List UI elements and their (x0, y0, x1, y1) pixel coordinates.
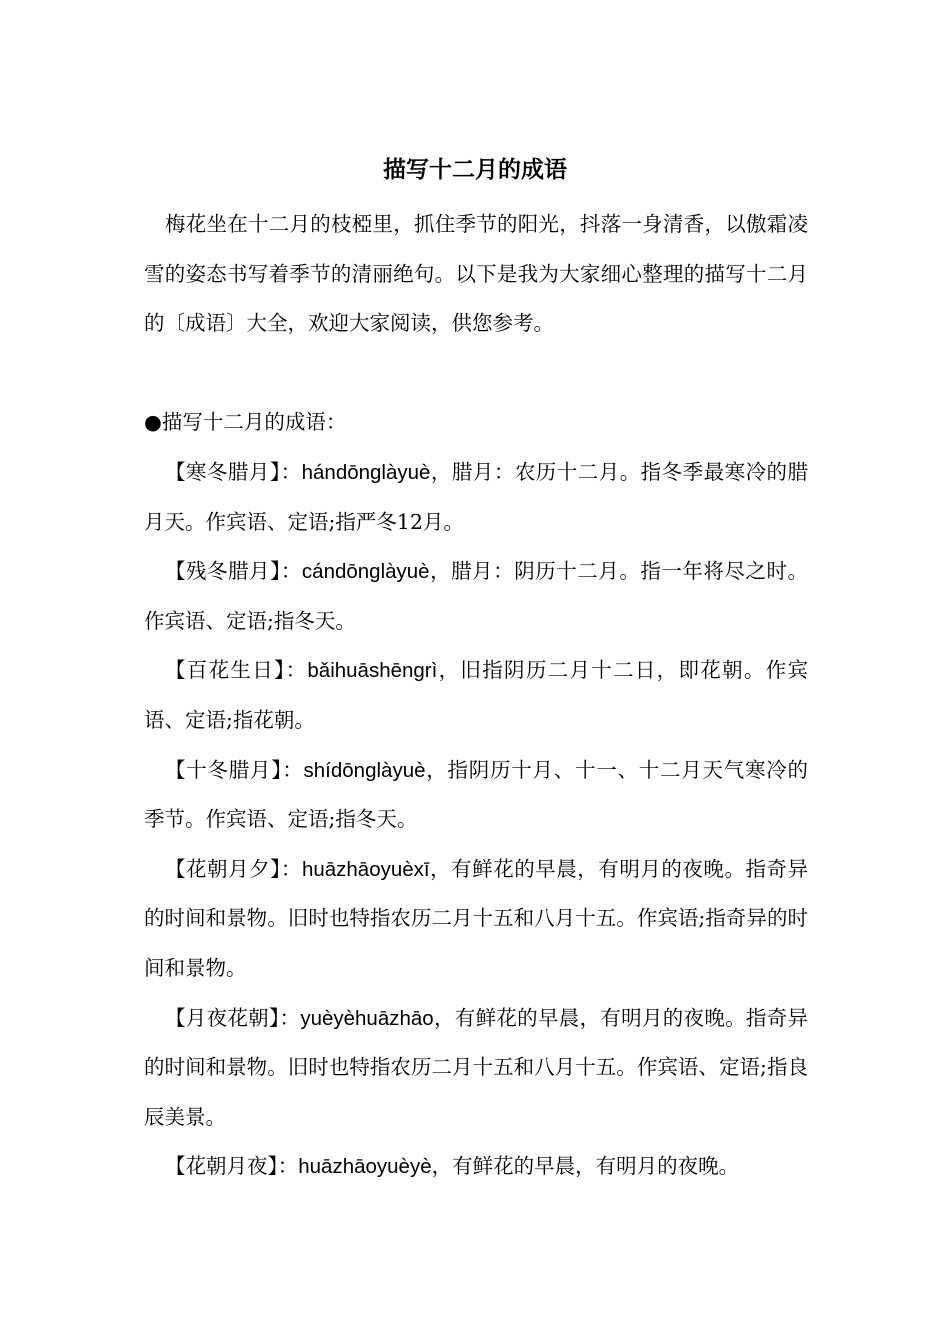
idiom-pinyin: bǎihuāshēngrì (307, 659, 438, 683)
idiom-definition: ，有鲜花的早晨，有明月的夜晚。指奇异的时间和景物。旧时也特指农历二月十五和八月十五。作宾语;指奇异的时间和景物。 (144, 856, 809, 980)
idiom-colon: ： (279, 1005, 301, 1030)
document-title: 描写十二月的成语 (383, 156, 567, 183)
idiom-colon: ： (280, 459, 302, 484)
section-heading: ●描写十二月的成语： (144, 410, 347, 435)
idiom-entry (144, 994, 808, 1143)
idiom-pinyin: huāzhāoyuèyè (298, 1155, 432, 1179)
idiom-term: 【花朝月夕】 (165, 856, 281, 881)
idiom-entry (144, 1142, 808, 1192)
idiom-term: 【月夜花朝】 (165, 1005, 280, 1030)
document-body (144, 200, 808, 1192)
idiom-definition: ，腊月：农历十二月。指冬季最寒冷的腊月天。作宾语、定语;指严冬12月。 (144, 459, 809, 534)
idiom-definition: ，有鲜花的早晨，有明月的夜晚。指奇异的时间和景物。旧时也特指农历二月十五和八月十五。作宾语、定语;指良辰美景。 (144, 1005, 809, 1129)
idiom-pinyin: shídōnglàyuè (303, 758, 426, 782)
idiom-term: 【花朝月夜】 (165, 1154, 278, 1179)
idiom-term: 【寒冬腊月】 (165, 459, 281, 484)
intro-paragraph: 梅花坐在十二月的枝椏里，抓住季节的阳光，抖落一身清香，以傲霜凌雪的姿态书写着季节的清丽绝句。以下是我为大家细心整理的描写十二月的〔成语〕大全，欢迎大家阅读，供您参考。 (144, 212, 808, 336)
idiom-term: 【十冬腊月】 (165, 757, 283, 782)
idiom-term: 【百花生日】 (165, 658, 286, 683)
idiom-colon: ： (282, 757, 304, 782)
idiom-colon: ： (277, 1154, 299, 1179)
idiom-pinyin: hándōnglàyuè (301, 460, 431, 484)
idiom-entry (144, 448, 808, 547)
idiom-entry (144, 547, 808, 646)
paragraph-spacer (144, 349, 808, 399)
idiom-definition: ，指阴历十月、十一、十二月天气寒冷的季节。作宾语、定语;指冬天。 (144, 757, 809, 832)
idiom-colon: ： (280, 856, 302, 881)
idiom-entry (144, 646, 808, 745)
idiom-term: 【残冬腊月】 (165, 559, 281, 584)
idiom-definition: ，有鲜花的早晨，有明月的夜晚。 (431, 1154, 740, 1179)
idiom-pinyin: cándōnglàyuè (301, 560, 430, 584)
idiom-pinyin: huāzhāoyuèxī (301, 857, 430, 881)
idiom-pinyin: yuèyèhuāzhāo (300, 1006, 434, 1030)
idiom-entry (144, 746, 808, 845)
idiom-colon: ： (285, 658, 308, 683)
idiom-colon: ： (280, 559, 302, 584)
idiom-definition: ，腊月：阴历十二月。指一年将尽之时。作宾语、定语;指冬天。 (144, 559, 809, 633)
idiom-definition: ，旧指阴历二月十二日，即花朝。作宾语、定语;指花朝。 (144, 658, 809, 732)
idiom-entry (144, 845, 808, 994)
